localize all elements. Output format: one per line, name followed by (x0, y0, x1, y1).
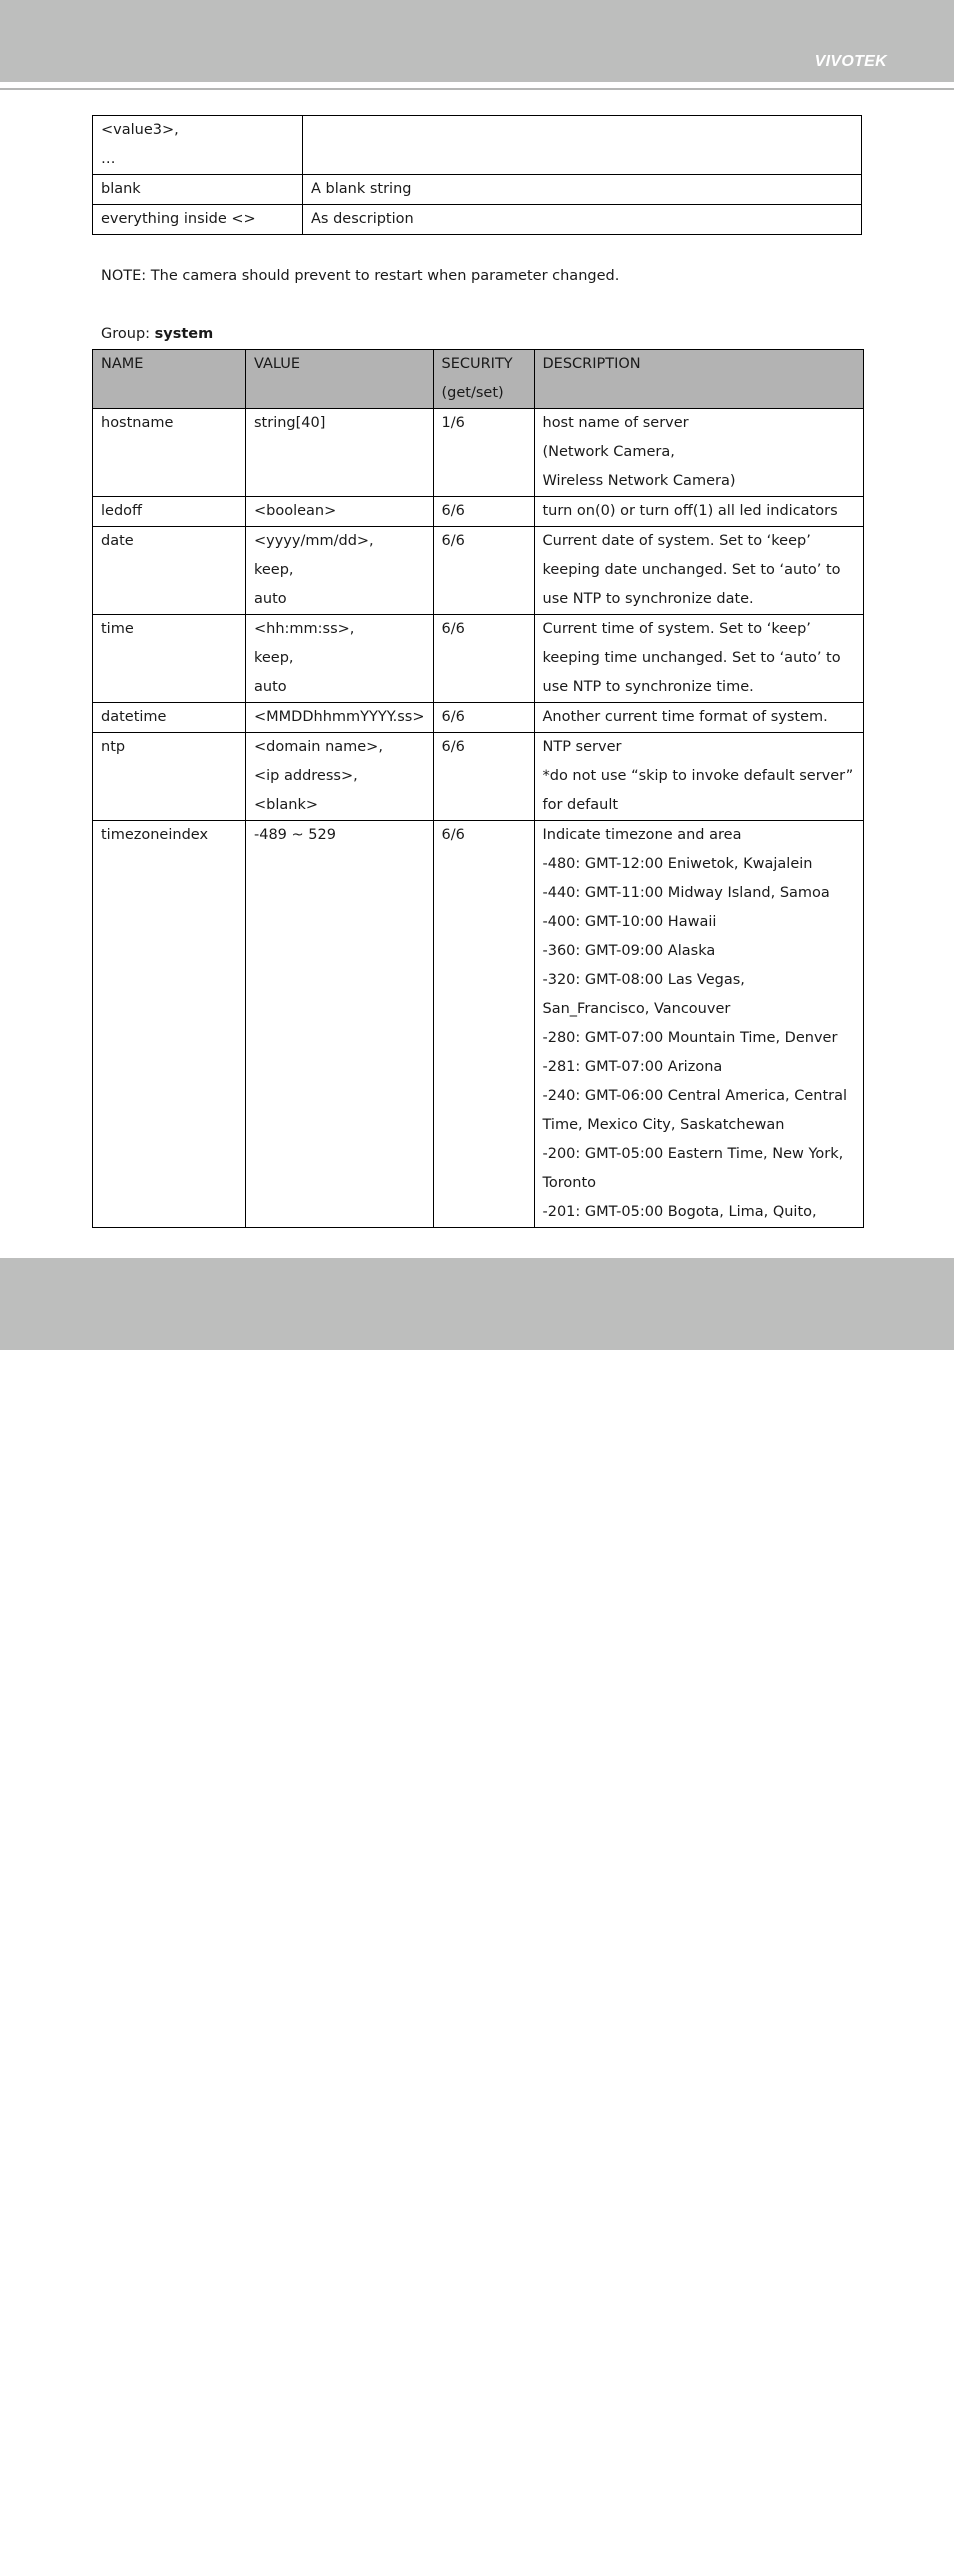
cell-line: Current time of system. Set to ‘keep’ (542, 621, 811, 637)
footer-bar (0, 1258, 954, 2549)
table-row (93, 497, 864, 527)
cell-line: blank (101, 181, 141, 197)
header-name: NAME (93, 350, 246, 409)
cell-value (246, 527, 434, 615)
cell-line: <hh:mm:ss>, (254, 621, 355, 637)
cell-line: host name of server (542, 415, 689, 431)
cell-line: auto (254, 679, 287, 695)
cell-line: NTP server (542, 739, 622, 755)
cell-line: -240: GMT-06:00 Central America, Central (542, 1088, 848, 1104)
header-security-sub: (get/set) (441, 385, 504, 401)
table-row (93, 733, 864, 821)
cell-description (534, 409, 864, 497)
header-security (433, 350, 534, 409)
header-bar (0, 0, 954, 82)
cell-security: 6/6 (433, 821, 534, 1228)
cell-line: for default (542, 797, 619, 813)
table-row (93, 205, 862, 235)
cell-value (246, 733, 434, 821)
cell-line: string[40] (254, 415, 326, 431)
cell-name (93, 175, 303, 205)
cell-line: -281: GMT-07:00 Arizona (542, 1059, 723, 1075)
page-number: User's Manual - 93 (769, 2533, 887, 2549)
cell-value (246, 409, 434, 497)
cell-description (534, 527, 864, 615)
cell-description (534, 733, 864, 821)
header-description: DESCRIPTION (534, 350, 864, 409)
cell-line: keep, (254, 562, 294, 578)
cell-value (246, 497, 434, 527)
cell-line: <domain name>, (254, 739, 383, 755)
cell-name (93, 205, 303, 235)
cell-value (246, 821, 434, 1228)
cell-line: -320: GMT-08:00 Las Vegas, (542, 972, 745, 988)
cell-line: -400: GMT-10:00 Hawaii (542, 914, 717, 930)
cell-description (303, 116, 862, 175)
cell-name: date (93, 527, 246, 615)
cell-line: Time, Mexico City, Saskatchewan (542, 1117, 785, 1133)
header-value: VALUE (246, 350, 434, 409)
cell-line: keeping date unchanged. Set to ‘auto’ to (542, 562, 841, 578)
cell-line: -360: GMT-09:00 Alaska (542, 943, 716, 959)
cell-name: ntp (93, 733, 246, 821)
cell-line: use NTP to synchronize time. (542, 679, 754, 695)
cell-description (534, 821, 864, 1228)
cell-value (246, 615, 434, 703)
table-row (93, 409, 864, 497)
group-heading (101, 320, 213, 349)
cell-description: A blank string (303, 175, 862, 205)
value-definitions-table (92, 115, 862, 235)
cell-security: 6/6 (433, 497, 534, 527)
note-text: NOTE: The camera should prevent to restart when parameter changed. (101, 268, 620, 284)
cell-line: *do not use “skip to invoke default server” (542, 768, 854, 784)
table-row (93, 821, 864, 1228)
table-row (93, 116, 862, 175)
cell-name: timezoneindex (93, 821, 246, 1228)
cell-line: -480: GMT-12:00 Eniwetok, Kwajalein (542, 856, 813, 872)
cell-name: datetime (93, 703, 246, 733)
cell-line: Current date of system. Set to ‘keep’ (542, 533, 811, 549)
cell-line: Wireless Network Camera) (542, 473, 736, 489)
cell-description (534, 497, 864, 527)
cell-line: use NTP to synchronize date. (542, 591, 754, 607)
cell-security: 6/6 (433, 615, 534, 703)
cell-security: 6/6 (433, 733, 534, 821)
cell-line: -201: GMT-05:00 Bogota, Lima, Quito, (542, 1204, 817, 1220)
cell-line: -489 ~ 529 (254, 827, 336, 843)
cell-line: Another current time format of system. (542, 709, 828, 725)
cell-line: <boolean> (254, 503, 337, 519)
cell-line: <ip address>, (254, 768, 358, 784)
cell-line: turn on(0) or turn off(1) all led indicators (542, 503, 838, 519)
table-header-row (93, 350, 864, 409)
header-security-label: SECURITY (441, 356, 513, 372)
brand-logo: VIVOTEK (814, 53, 887, 70)
cell-line: San_Francisco, Vancouver (542, 1001, 731, 1017)
cell-line: -200: GMT-05:00 Eastern Time, New York, (542, 1146, 844, 1162)
cell-line: everything inside <> (101, 211, 256, 227)
cell-value (246, 703, 434, 733)
group-prefix: Group: (101, 326, 155, 342)
cell-line: keep, (254, 650, 294, 666)
cell-name: ledoff (93, 497, 246, 527)
cell-line: auto (254, 591, 287, 607)
cell-line: … (101, 151, 116, 167)
cell-line: -440: GMT-11:00 Midway Island, Samoa (542, 885, 830, 901)
cell-line: <value3>, (101, 122, 179, 138)
cell-line: <blank> (254, 797, 319, 813)
table-row (93, 615, 864, 703)
cell-security: 1/6 (433, 409, 534, 497)
cell-line: (Network Camera, (542, 444, 675, 460)
cell-description (534, 703, 864, 733)
cell-line: <yyyy/mm/dd>, (254, 533, 374, 549)
cell-name: hostname (93, 409, 246, 497)
cell-description: As description (303, 205, 862, 235)
cell-security: 6/6 (433, 703, 534, 733)
cell-line: Indicate timezone and area (542, 827, 742, 843)
cell-security: 6/6 (433, 527, 534, 615)
table-row (93, 527, 864, 615)
system-parameter-table (92, 349, 864, 1228)
table-row (93, 703, 864, 733)
cell-line: keeping time unchanged. Set to ‘auto’ to (542, 650, 841, 666)
cell-line: <MMDDhhmmYYYY.ss> (254, 709, 425, 725)
cell-name (93, 116, 303, 175)
cell-name: time (93, 615, 246, 703)
cell-line: Toronto (542, 1175, 597, 1191)
cell-description (534, 615, 864, 703)
cell-line: -280: GMT-07:00 Mountain Time, Denver (542, 1030, 838, 1046)
table-row (93, 175, 862, 205)
header-divider (0, 88, 954, 90)
group-name: system (154, 326, 214, 342)
